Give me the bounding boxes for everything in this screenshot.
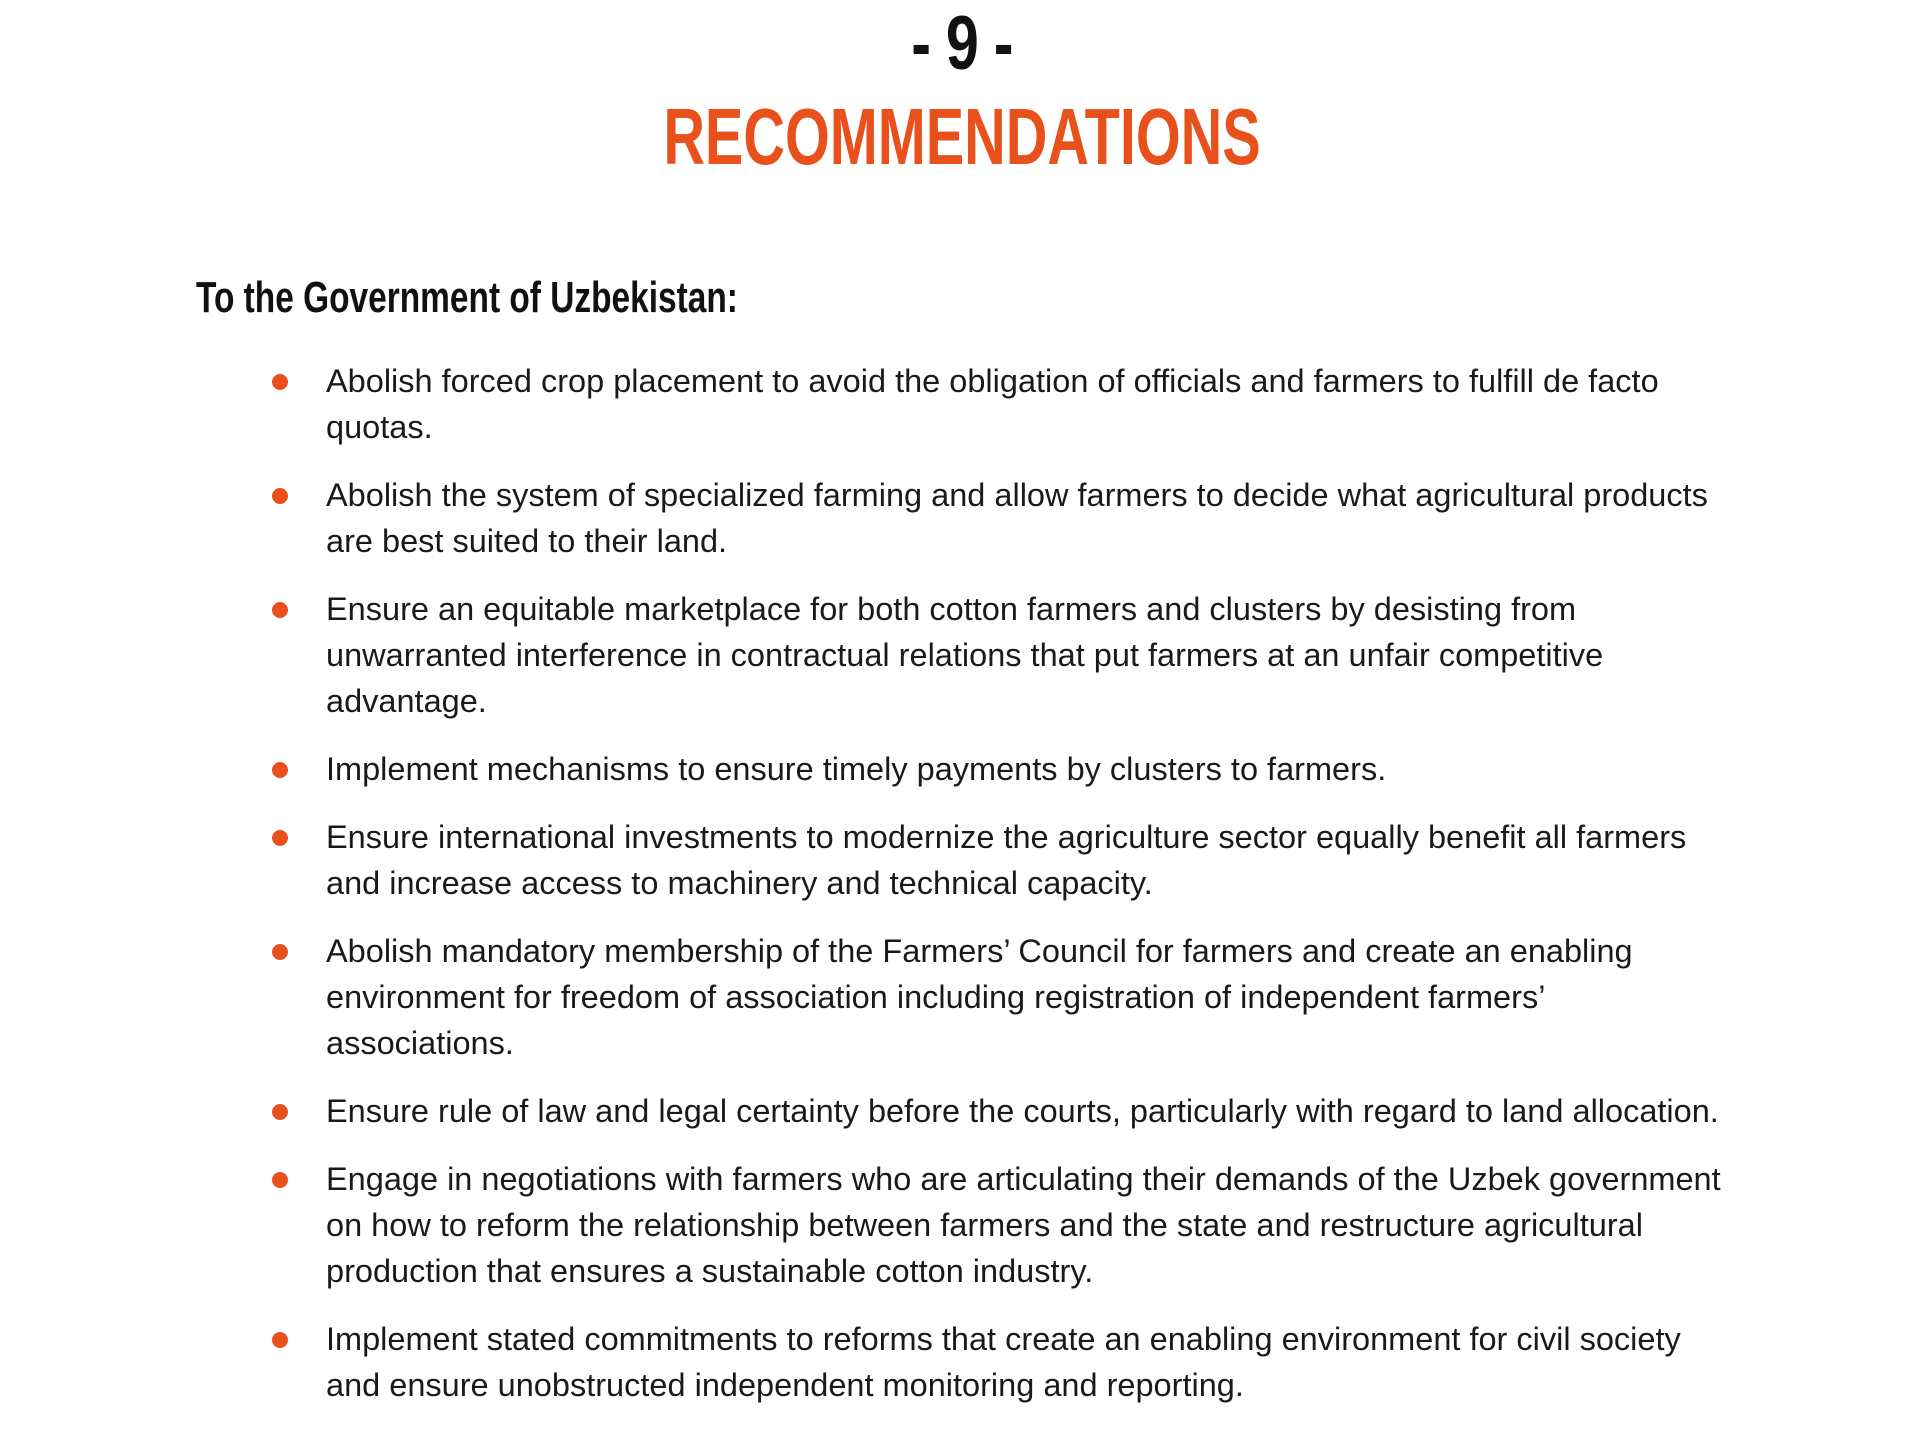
list-item <box>272 358 1732 450</box>
recommendation-text: Ensure international investments to modernize the agriculture sector equally benefit all farmers and increase access to machinery and technical capacity. <box>326 819 1687 901</box>
bullet-icon <box>272 1104 288 1120</box>
bullet-icon <box>272 602 288 618</box>
bullet-icon <box>272 830 288 846</box>
list-item <box>272 472 1732 564</box>
bullet-icon <box>272 944 288 960</box>
recommendation-text: Implement stated commitments to reforms that create an enabling environment for civil society and ensure unobstructed independent monitoring and reporting. <box>326 1321 1681 1403</box>
bullet-icon <box>272 762 288 778</box>
recommendation-text: Engage in negotiations with farmers who are articulating their demands of the Uzbek government on how to reform the relationship between farmers and the state and restructure agricultural production that ensures a sustainable cotton industry. <box>326 1161 1721 1289</box>
bullet-icon <box>272 374 288 390</box>
section-heading: To the Government of Uzbekistan: <box>196 273 738 322</box>
recommendation-text: Abolish mandatory membership of the Farmers’ Council for farmers and create an enabling environment for freedom of association including registration of independent farmers’ associations. <box>326 933 1633 1061</box>
recommendation-text: Ensure an equitable marketplace for both cotton farmers and clusters by desisting from unwarranted interference in contractual relations that put farmers at an unfair competitive advantage. <box>326 591 1604 719</box>
chapter-number: - 9 - <box>911 1 1013 86</box>
list-item <box>272 1156 1732 1294</box>
list-item <box>272 746 1732 792</box>
recommendations-list <box>272 358 1732 1430</box>
recommendation-text: Ensure rule of law and legal certainty before the courts, particularly with regard to land allocation. <box>326 1093 1719 1129</box>
recommendation-text: Abolish forced crop placement to avoid the obligation of officials and farmers to fulfill de facto quotas. <box>326 363 1659 445</box>
page-title: RECOMMENDATIONS <box>663 92 1261 181</box>
recommendation-text: Abolish the system of specialized farming and allow farmers to decide what agricultural products are best suited to their land. <box>326 477 1708 559</box>
recommendation-text: Implement mechanisms to ensure timely payments by clusters to farmers. <box>326 751 1387 787</box>
list-item <box>272 928 1732 1066</box>
bullet-icon <box>272 1172 288 1188</box>
list-item <box>272 1088 1732 1134</box>
bullet-icon <box>272 1332 288 1348</box>
list-item <box>272 814 1732 906</box>
bullet-icon <box>272 488 288 504</box>
list-item <box>272 1316 1732 1408</box>
list-item <box>272 586 1732 724</box>
